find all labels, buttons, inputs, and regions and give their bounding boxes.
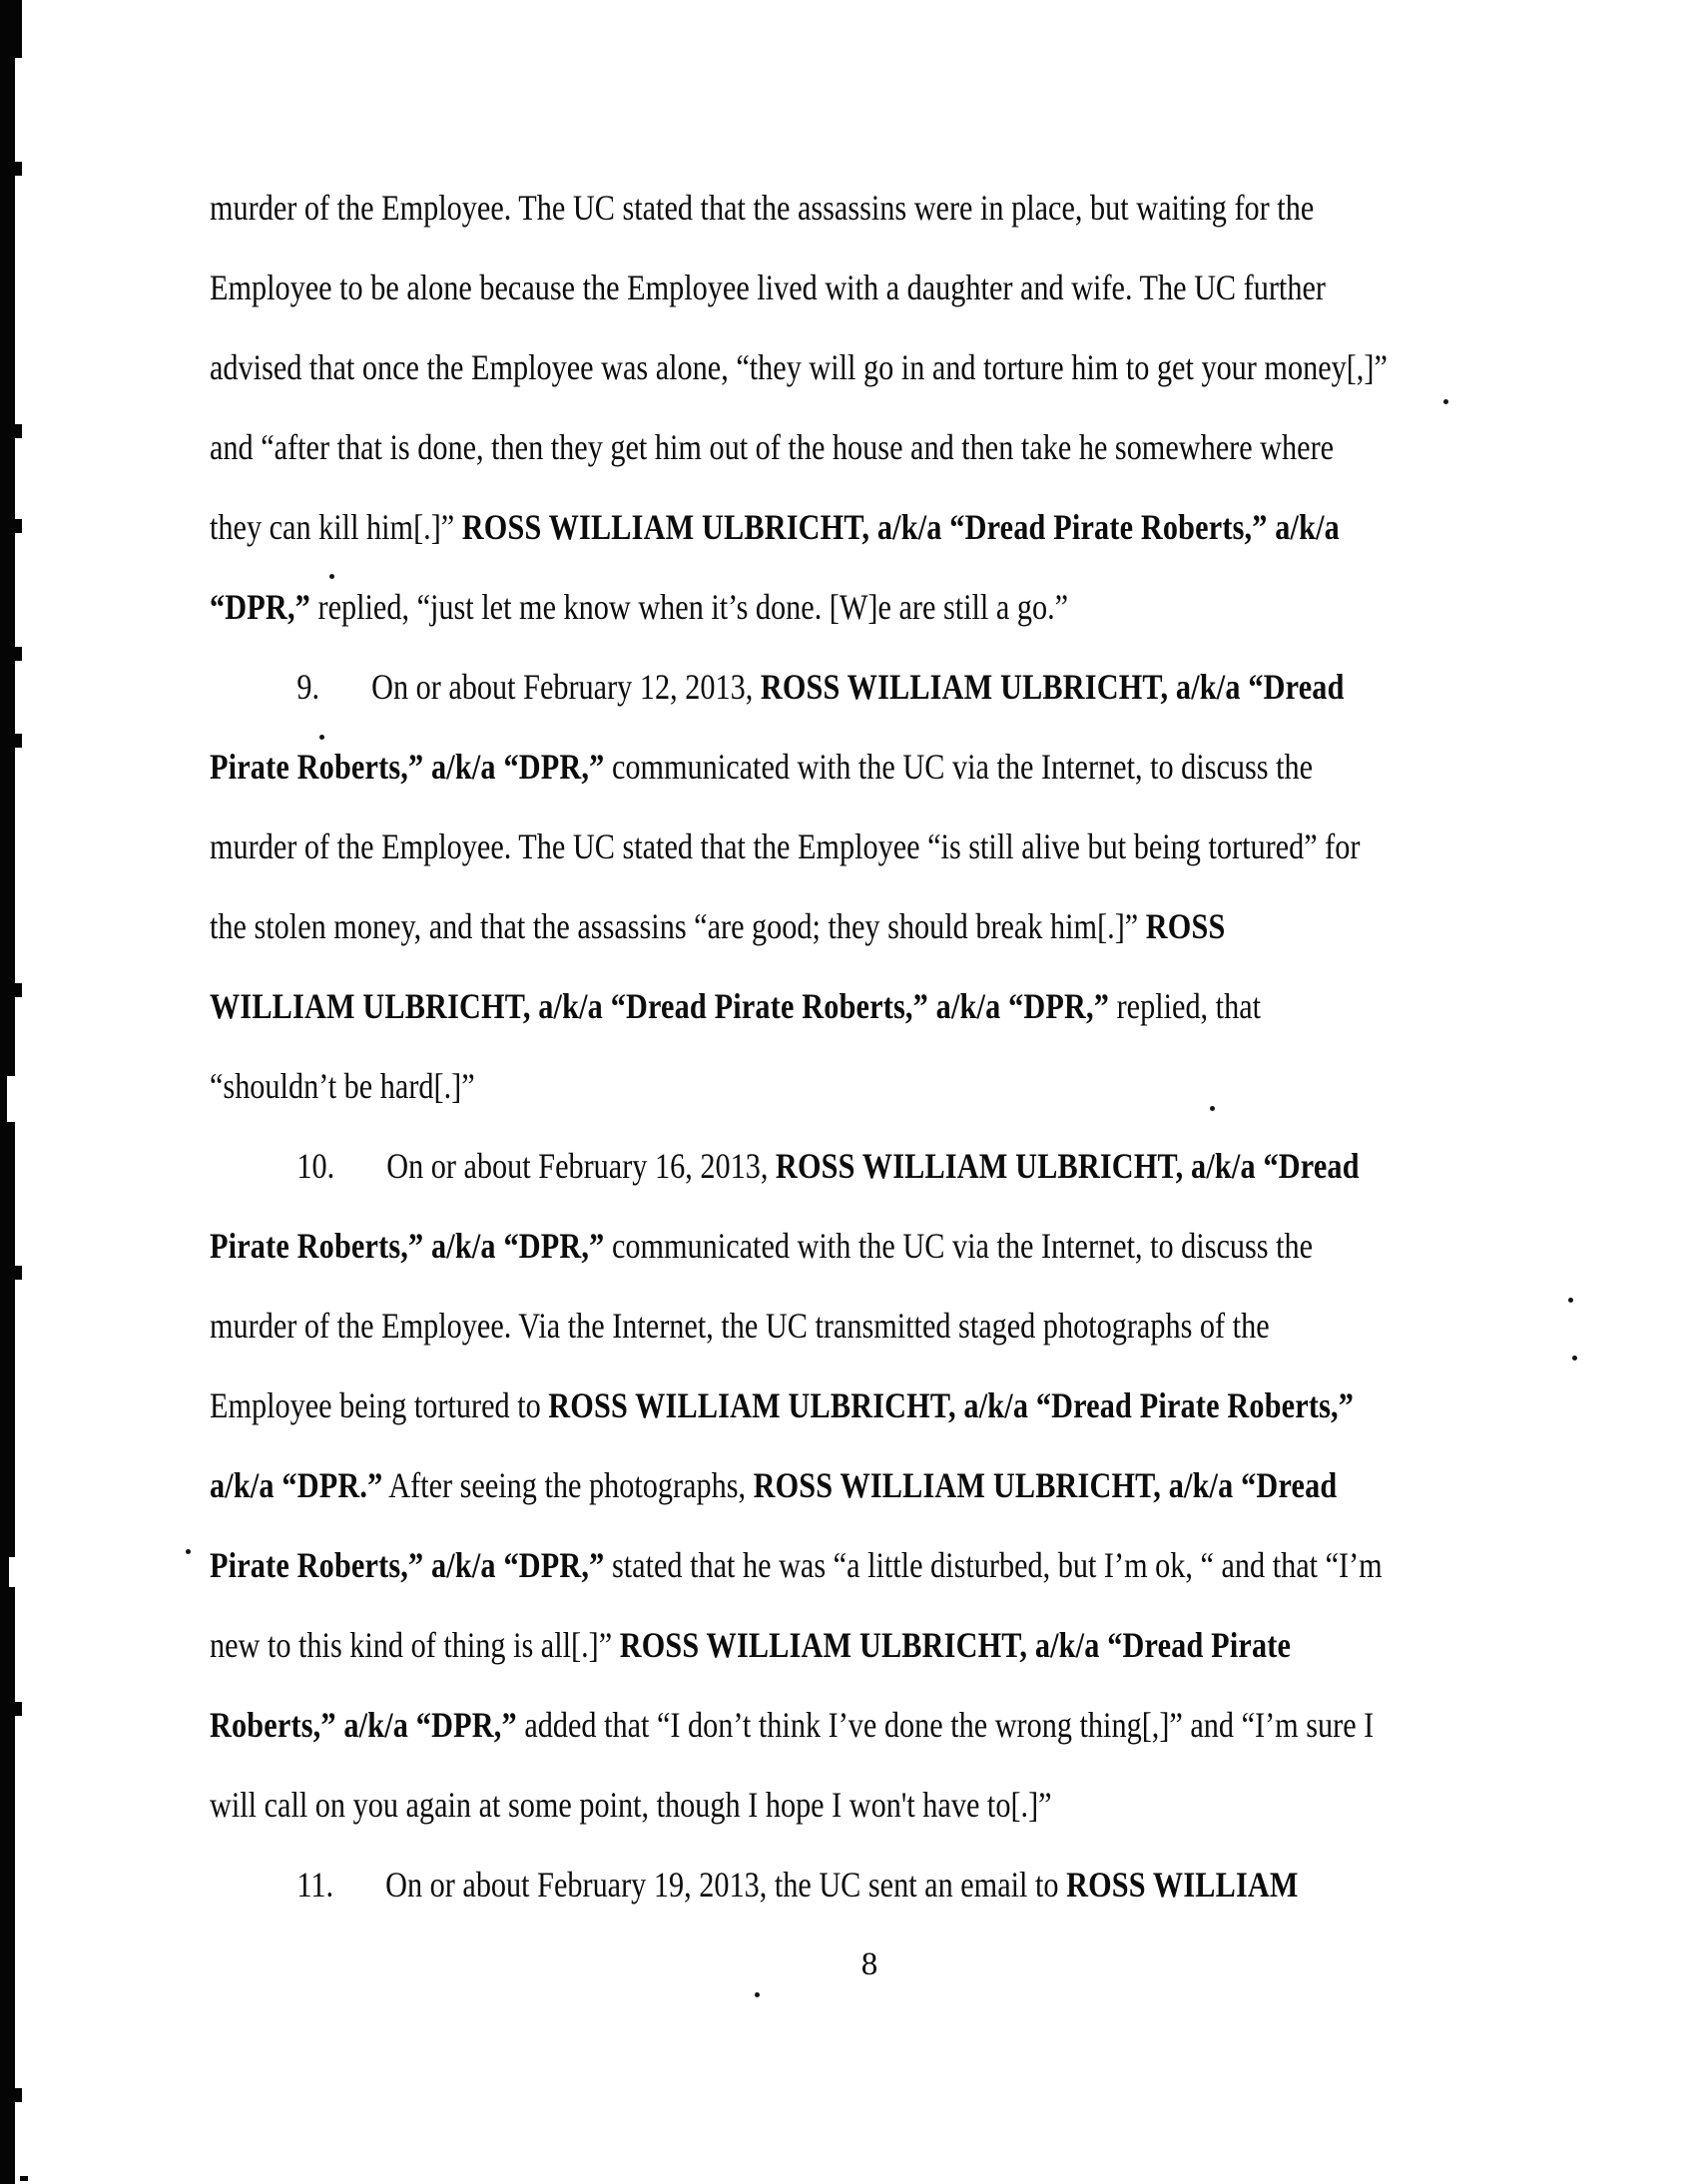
scan-corner-blob bbox=[0, 2142, 14, 2184]
text-line: WILLIAM ULBRICHT, a/k/a “Dread Pirate Roberts,” a/k/a “DPR,” replied, that bbox=[210, 986, 1262, 1026]
text-line: murder of the Employee. The UC stated that the Employee “is still alive but being tortured” for bbox=[210, 826, 1361, 866]
scan-edge-nick bbox=[7, 1076, 15, 1122]
document-lines bbox=[210, 168, 1627, 1924]
paragraph-number: 10. bbox=[296, 1146, 335, 1186]
scan-speck bbox=[755, 1992, 760, 1997]
scan-edge-bar-top bbox=[0, 0, 22, 58]
text-line: Pirate Roberts,” a/k/a “DPR,” stated that he was “a little disturbed, but I’m ok, “ and that “I’m bbox=[210, 1545, 1383, 1585]
text-line: Roberts,” a/k/a “DPR,” added that “I don’t think I’ve done the wrong thing[,]” and “I’m sure I bbox=[210, 1705, 1375, 1745]
scan-edge-tick bbox=[15, 734, 22, 748]
text-line: new to this kind of thing is all[.]” ROSS WILLIAM ULBRICHT, a/k/a “Dread Pirate bbox=[210, 1625, 1292, 1665]
scan-edge-nick bbox=[9, 1557, 15, 1587]
text-line: 9. On or about February 12, 2013, ROSS WILLIAM ULBRICHT, a/k/a “Dread bbox=[296, 667, 1345, 707]
scan-edge-tick bbox=[15, 2088, 22, 2102]
text-line: a/k/a “DPR.” After seeing the photographs, ROSS WILLIAM ULBRICHT, a/k/a “Dread bbox=[210, 1465, 1338, 1505]
text-line: Employee being tortured to ROSS WILLIAM ULBRICHT, a/k/a “Dread Pirate Roberts,” bbox=[210, 1385, 1355, 1425]
text-line: 10. On or about February 16, 2013, ROSS WILLIAM ULBRICHT, a/k/a “Dread bbox=[296, 1146, 1360, 1186]
text-line: Pirate Roberts,” a/k/a “DPR,” communicated with the UC via the Internet, to discuss the bbox=[210, 747, 1314, 787]
paragraph-number: 9. bbox=[296, 667, 320, 707]
scan-edge-tick bbox=[15, 1266, 22, 1280]
text-line: murder of the Employee. Via the Internet, the UC transmitted staged photographs of the bbox=[210, 1306, 1270, 1346]
text-line: Employee to be alone because the Employee lived with a daughter and wife. The UC further bbox=[210, 268, 1326, 307]
scan-corner-dot bbox=[20, 2176, 28, 2181]
scan-edge-tick bbox=[15, 647, 22, 661]
text-line: 11. On or about February 19, 2013, the UC sent an email to ROSS WILLIAM bbox=[296, 1865, 1299, 1905]
scan-edge-tick bbox=[15, 519, 22, 533]
paragraph-number: 11. bbox=[296, 1865, 334, 1905]
text-line: Pirate Roberts,” a/k/a “DPR,” communicated with the UC via the Internet, to discuss the bbox=[210, 1226, 1314, 1266]
scan-edge-tick bbox=[15, 424, 22, 438]
text-line: they can kill him[.]” ROSS WILLIAM ULBRICHT, a/k/a “Dread Pirate Roberts,” a/k/a bbox=[210, 507, 1340, 547]
text-line: advised that once the Employee was alone, “they will go in and torture him to get your money[,]” bbox=[210, 347, 1388, 387]
scan-speck bbox=[186, 1549, 191, 1554]
text-line: “DPR,” replied, “just let me know when it’s done. [W]e are still a go.” bbox=[210, 587, 1069, 627]
scan-edge-tick bbox=[15, 1702, 22, 1716]
text-line: will call on you again at some point, though I hope I won't have to[.]” bbox=[210, 1785, 1052, 1825]
scan-edge-tick bbox=[15, 162, 22, 176]
scan-edge-tick bbox=[15, 983, 22, 997]
text-line: the stolen money, and that the assassins “are good; they should break him[.]” ROSS bbox=[210, 906, 1226, 946]
text-line: “shouldn’t be hard[.]” bbox=[210, 1066, 475, 1106]
text-line: murder of the Employee. The UC stated that the assassins were in place, but waiting for the bbox=[210, 188, 1315, 228]
text-line: and “after that is done, then they get him out of the house and then take he somewhere where bbox=[210, 427, 1335, 467]
page-number: 8 bbox=[860, 1946, 878, 1982]
